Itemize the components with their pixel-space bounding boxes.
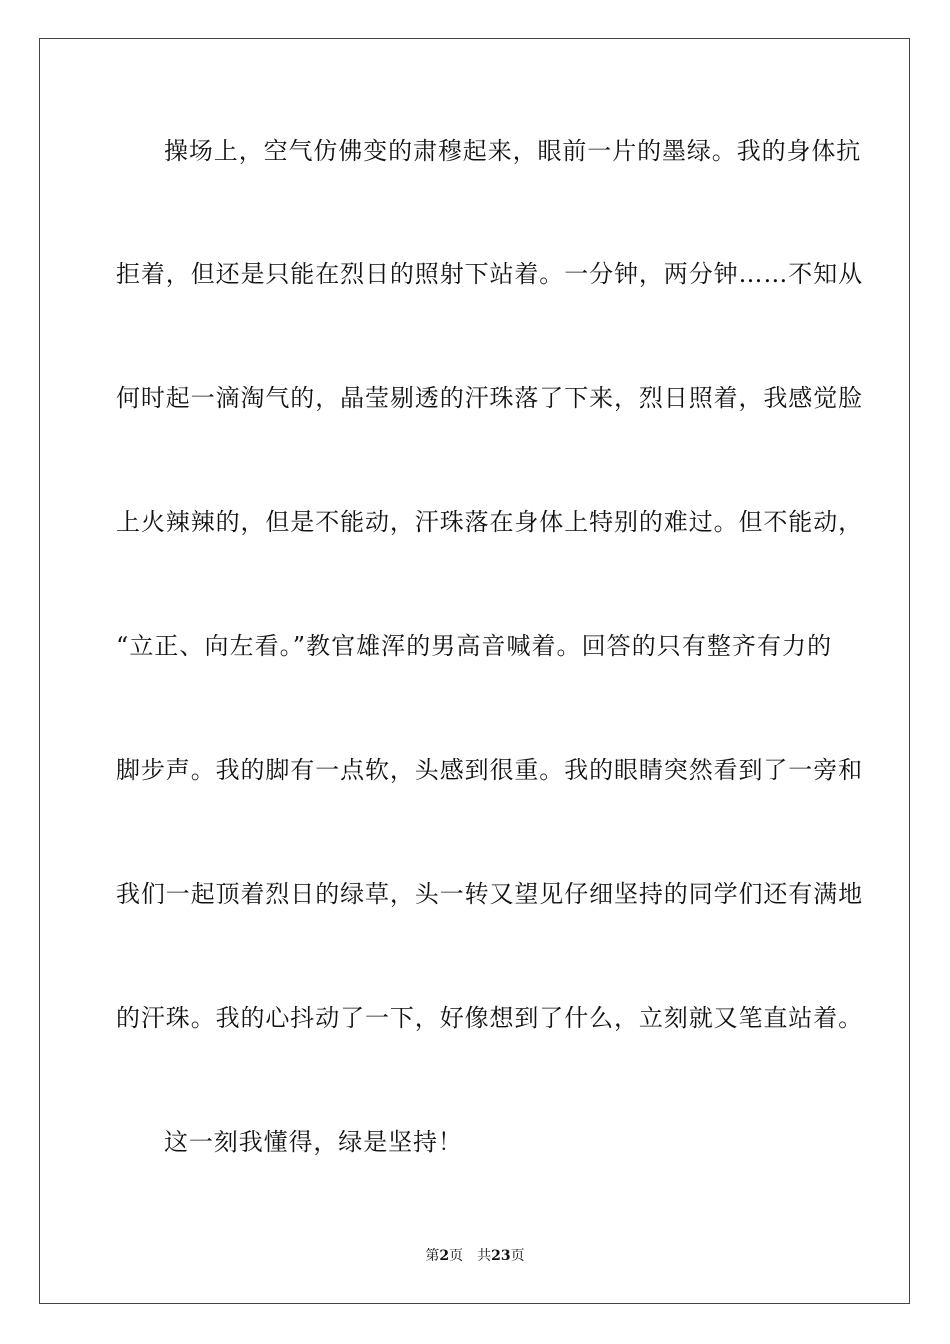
paragraph-1-line-7: 我们一起顶着烈日的绿草，头一转又望见仔细坚持的同学们还有满地 [116,880,863,908]
paragraph-1-line-8: 的汗珠。我的心抖动了一下，好像想到了什么，立刻就又笔直站着。 [116,1004,863,1032]
footer-page-suffix: 页 [449,1248,464,1264]
footer-total-suffix: 页 [510,1248,525,1264]
page-border [39,38,910,1304]
paragraph-1-line-1: 操场上，空气仿佛变的肃穆起来，眼前一片的墨绿。我的身体抗 [164,137,862,165]
paragraph-1-line-6: 脚步声。我的脚有一点软，头感到很重。我的眼睛突然看到了一旁和 [116,756,863,784]
paragraph-1-line-5: “立正、向左看。”教官雄浑的男高音喊着。回答的只有整齐有力的 [116,632,832,660]
paragraph-1-line-3: 何时起一滴淘气的，晶莹剔透的汗珠落了下来，烈日照着，我感觉脸 [116,384,863,412]
page-footer [0,1247,950,1265]
footer-total-number: 23 [491,1248,511,1264]
footer-page-number: 2 [439,1248,450,1264]
paragraph-2-line-1: 这一刻我懂得，绿是坚持！ [164,1128,463,1156]
paragraph-1-line-2: 拒着，但还是只能在烈日的照射下站着。一分钟，两分钟……不知从 [116,260,863,288]
footer-page-prefix: 第 [425,1248,440,1264]
footer-total-prefix: 共 [477,1248,492,1264]
paragraph-1-line-4: 上火辣辣的，但是不能动，汗珠落在身体上特别的难过。但不能动， [116,508,863,536]
